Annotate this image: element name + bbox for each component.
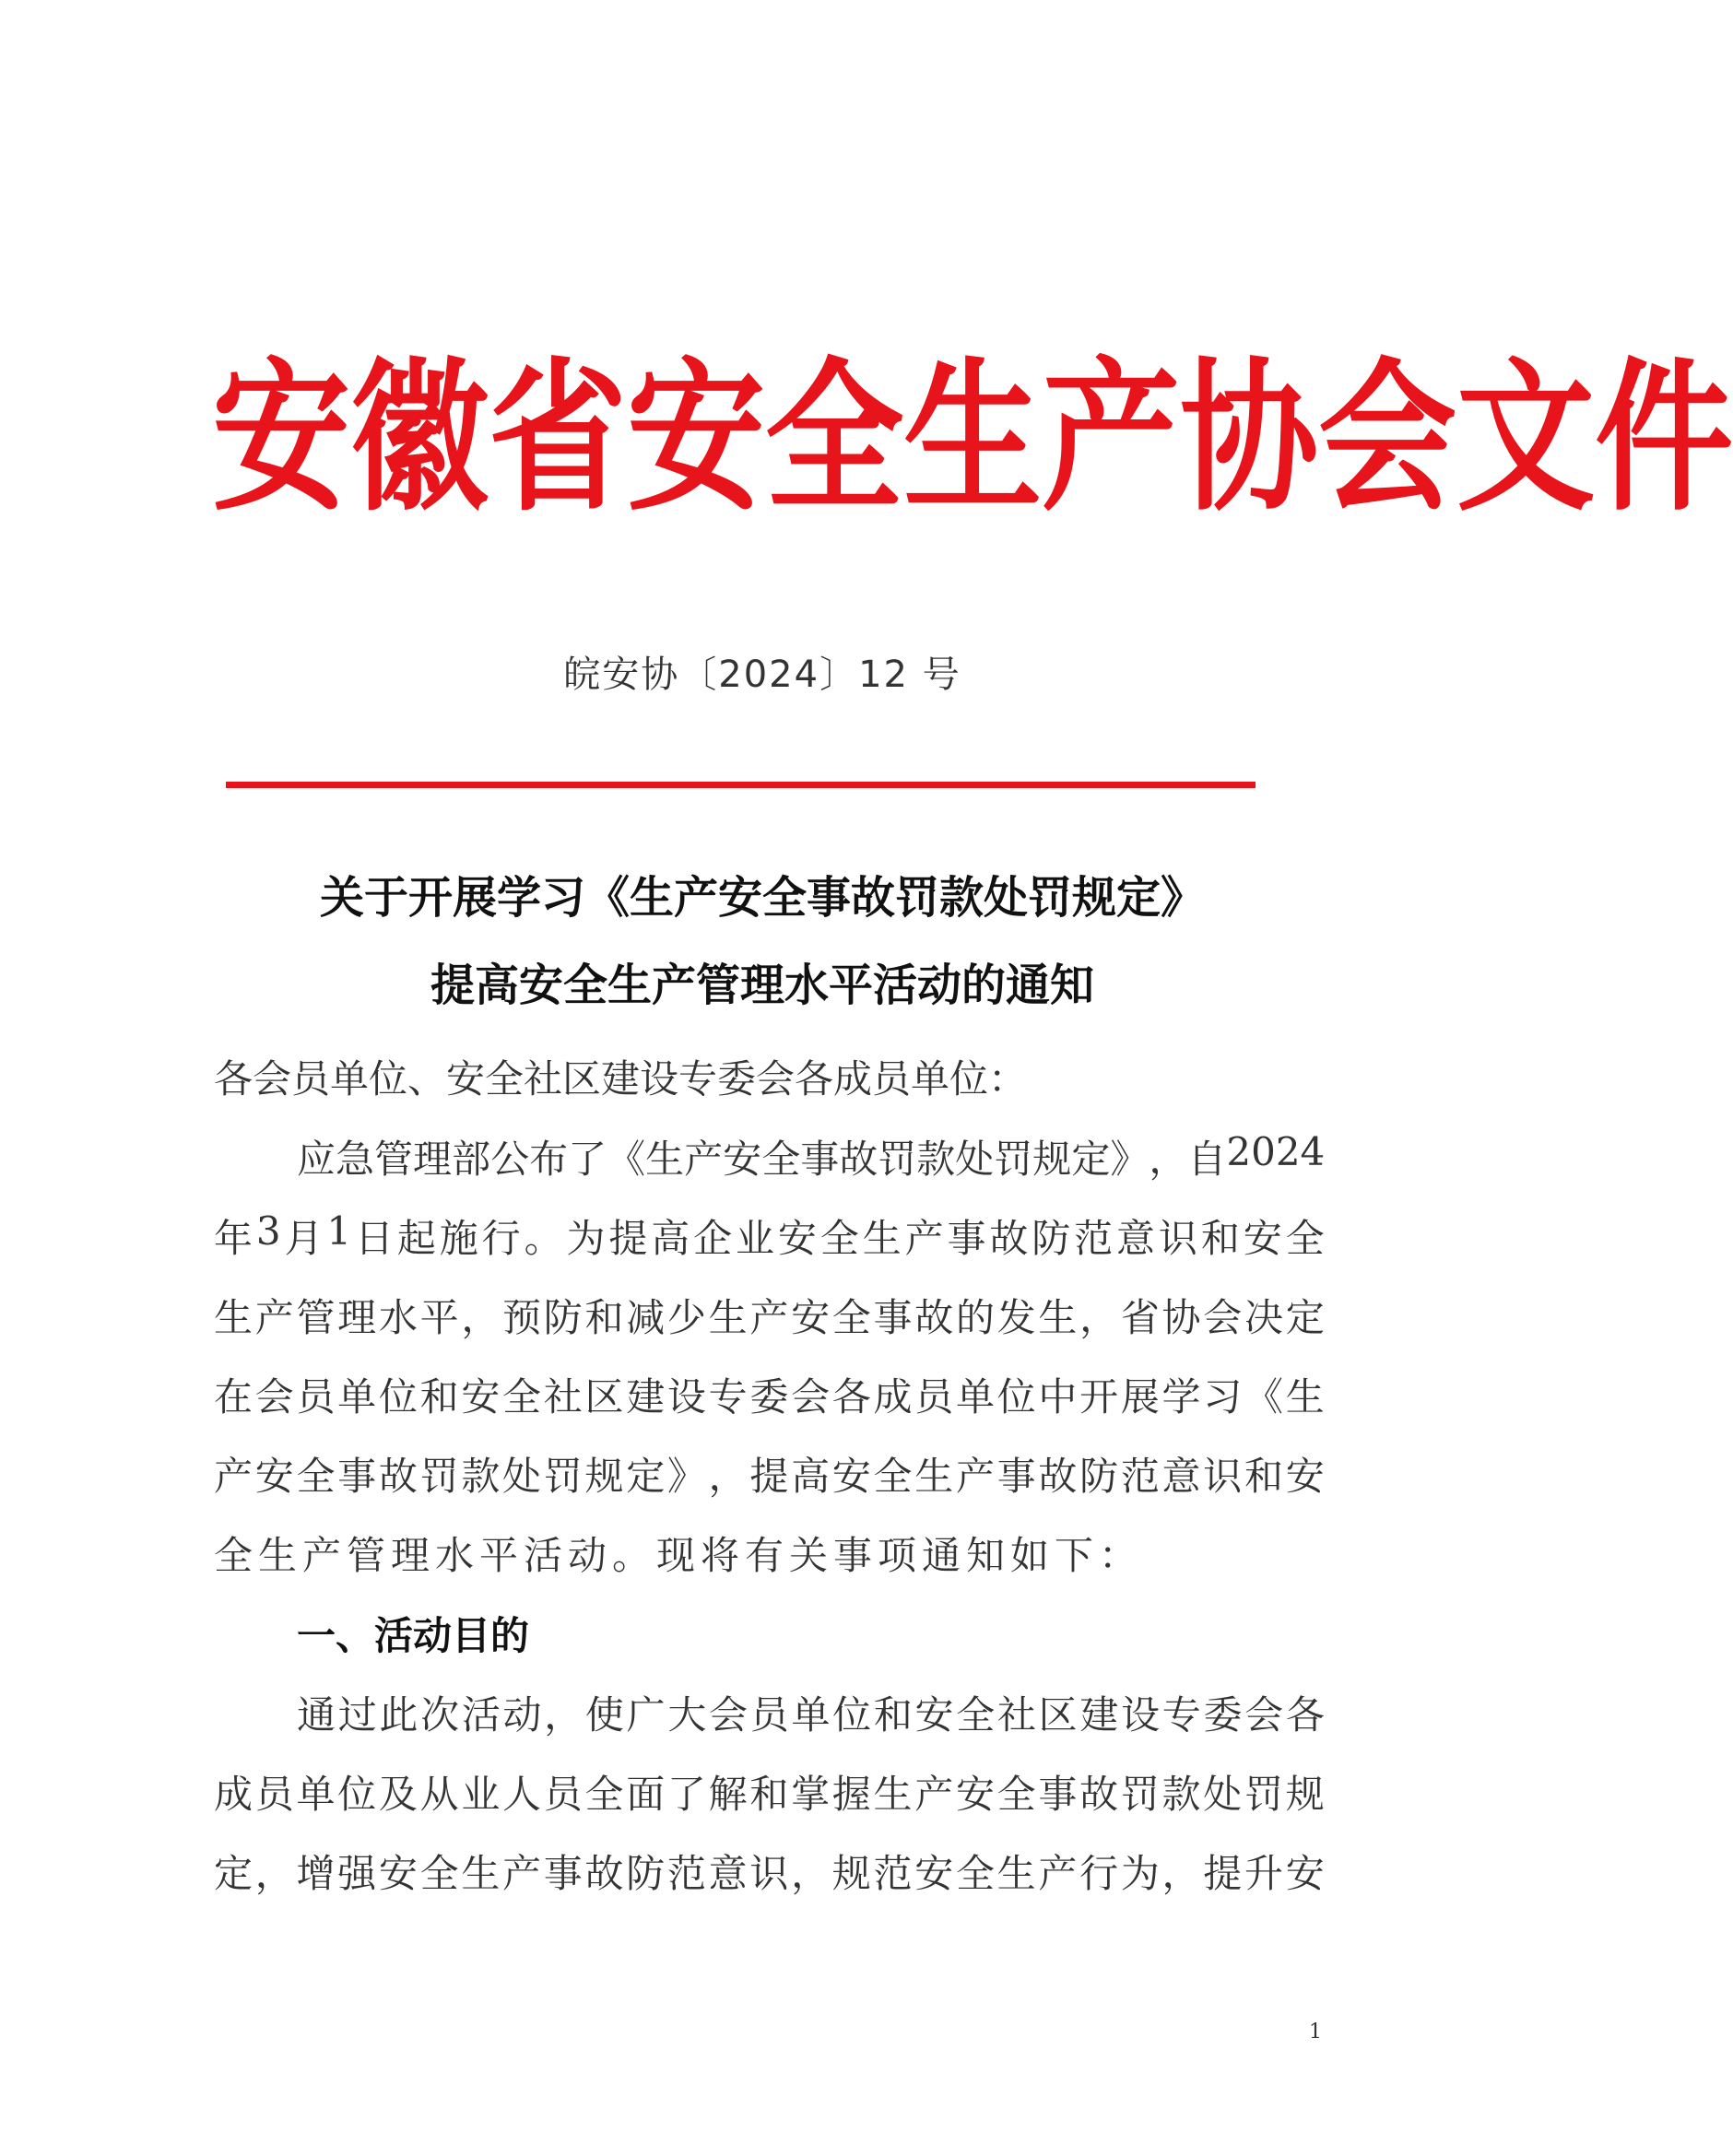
section-1-line-1: 通 过 此 次 活 动 ， 使 广 大 会 员 单 位 和 安 全 社 区 建 设 专 委 会 各 <box>297 1692 1325 1738</box>
section-1-heading: 一、活动目的 <box>297 1613 530 1658</box>
paragraph-1-line-5: 产 安 全 事 故 罚 款 处 罚 规 定 》 ， 提 高 安 全 生 产 事 故 防 范 意 识 和 安 <box>214 1454 1325 1499</box>
paragraph-1-line-1: 应 急 管 理 部 公 布 了 《 生 产 安 全 事 故 罚 款 处 罚 规 定 》 ， 自 2024 <box>297 1129 1326 1182</box>
notice-title-line-2: 提高安全生产管理水平活动的通知 <box>430 960 1094 1011</box>
paragraph-1-line-3: 生 产 管 理 水 平 ， 预 防 和 减 少 生 产 安 全 事 故 的 发 生 ， 省 协 会 决 定 <box>214 1295 1325 1340</box>
section-1-line-3: 定 ， 增 强 安 全 生 产 事 故 防 范 意 识 ， 规 范 安 全 生 产 行 为 ， 提 升 安 <box>214 1851 1325 1896</box>
masthead-title: 安 徽 省 安 全 生 产 协 会 文 件 <box>212 342 1733 534</box>
notice-title-line-1: 关于开展学习《生产安全事故罚款处罚规定》 <box>319 872 1205 924</box>
page-number: 1 <box>1309 2021 1322 2044</box>
red-divider-line <box>226 782 1256 788</box>
section-1-line-2: 成 员 单 位 及 从 业 人 员 全 面 了 解 和 掌 握 生 产 安 全 事 故 罚 款 处 罚 规 <box>214 1772 1325 1817</box>
paragraph-1-line-4: 在 会 员 单 位 和 安 全 社 区 建 设 专 委 会 各 成 员 单 位 中 开 展 学 习 《 生 <box>214 1374 1325 1420</box>
document-number: 皖安协〔2024〕12 号 <box>563 654 961 696</box>
paragraph-1-line-2: 年 3 月 1 日 起 施 行 。 为 提 高 企 业 安 全 生 产 事 故 防 范 意 识 和 安 全 <box>214 1208 1325 1261</box>
paragraph-1-line-6: 全生产管理水平活动。现将有关事项通知如下： <box>214 1533 1144 1578</box>
salutation: 各会员单位、安全社区建设专委会各成员单位： <box>214 1056 1028 1102</box>
